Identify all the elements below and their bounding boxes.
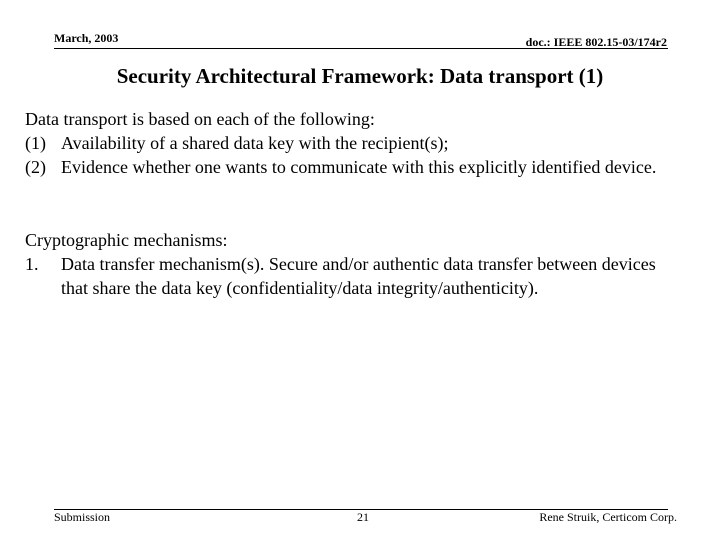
condition-marker: (2)	[25, 157, 46, 177]
header-date: March, 2003	[54, 31, 119, 45]
condition-text: Availability of a shared data key with the recipient(s);	[61, 133, 449, 153]
mechanism-marker: 1.	[25, 254, 39, 274]
footer-page-number: 21	[357, 510, 369, 524]
condition-text: Evidence whether one wants to communicate with this explicitly identified device.	[61, 157, 657, 177]
condition-marker: (1)	[25, 133, 46, 153]
footer-author: Rene Struik, Certicom Corp.	[539, 510, 677, 524]
crypto-heading: Cryptographic mechanisms:	[25, 230, 228, 250]
slide-title: Security Architectural Framework: Data transport (1)	[116, 64, 604, 88]
footer-submission: Submission	[54, 510, 111, 524]
header-doc-id: doc.: IEEE 802.15-03/174r2	[525, 35, 667, 49]
header-rule	[54, 48, 668, 49]
intro-text: Data transport is based on each of the following:	[25, 109, 375, 129]
mechanism-text: Data transfer mechanism(s). Secure and/or authentic data transfer between devices that share the data key (confidentiality/data integrity/authenticity).	[61, 254, 656, 298]
